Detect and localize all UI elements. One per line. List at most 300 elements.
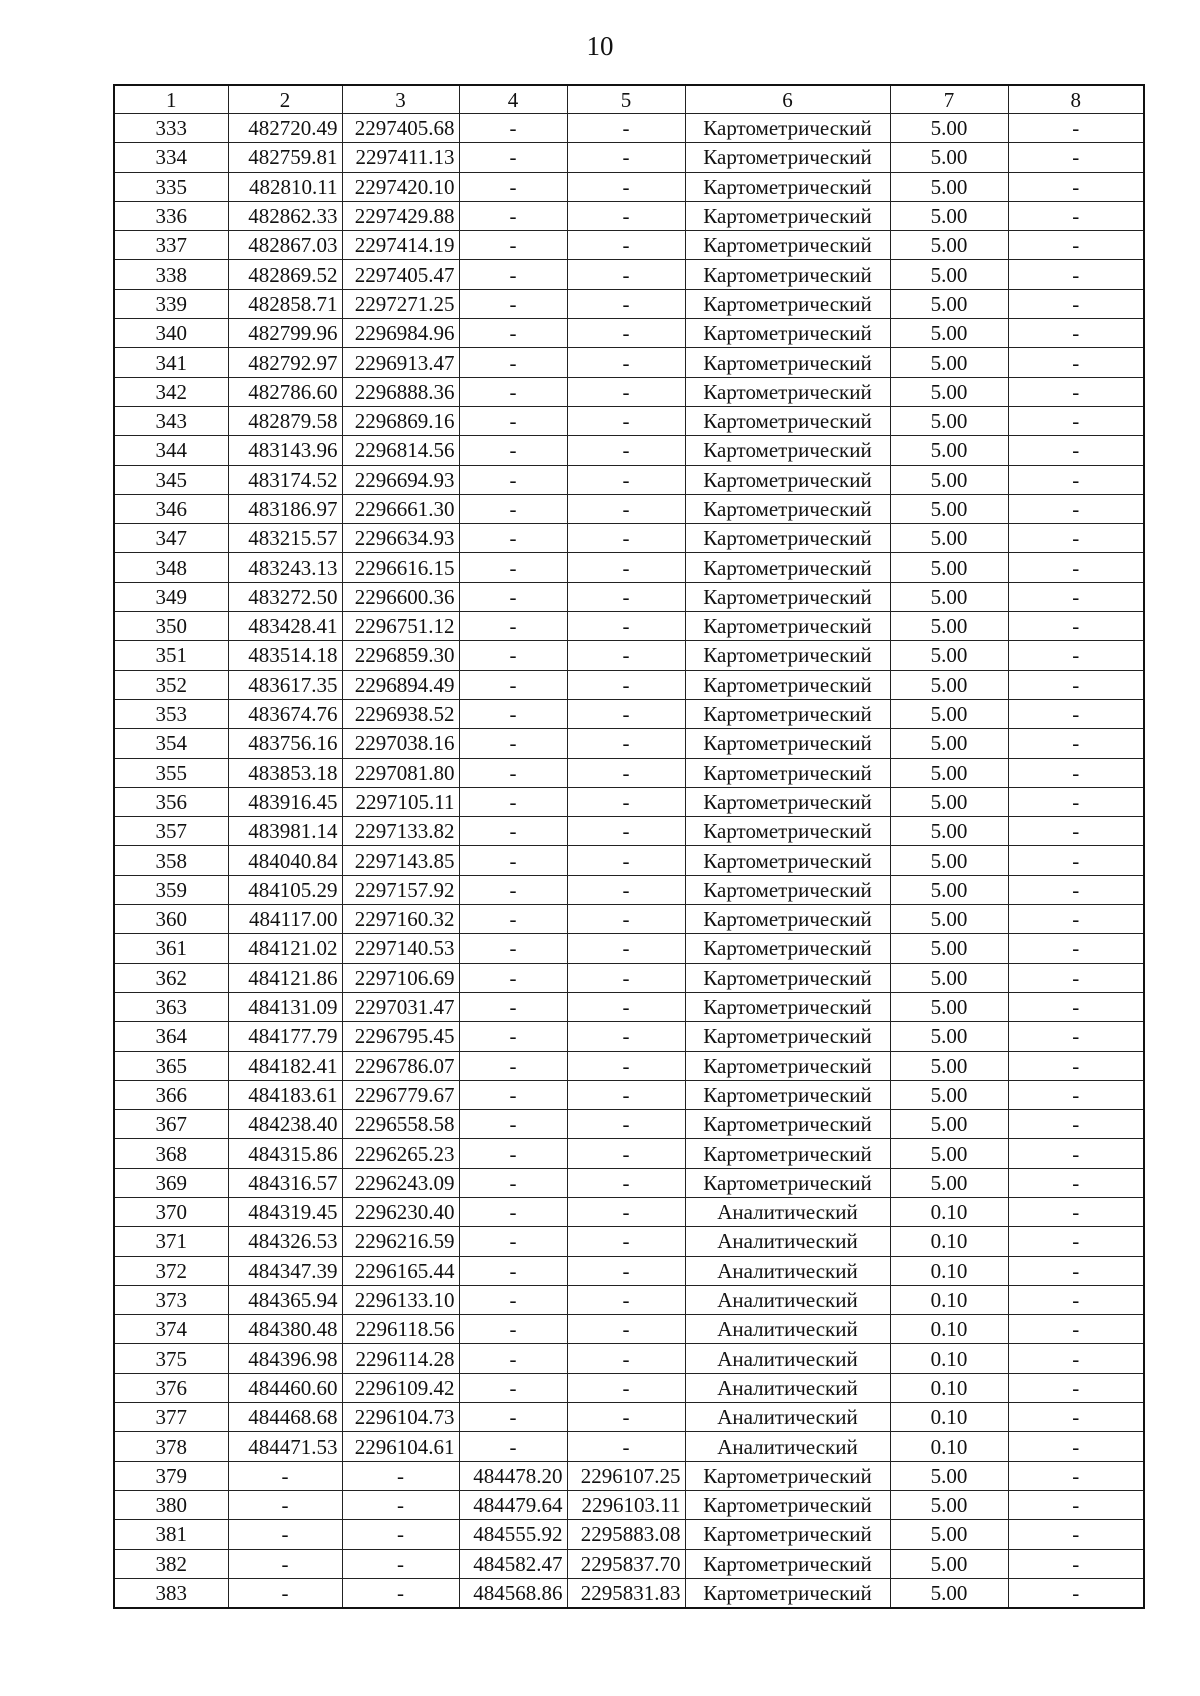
x-coordinate-cell: 484471.53: [228, 1432, 342, 1461]
accuracy-cell: 5.00: [890, 1490, 1008, 1519]
y-new-cell: -: [567, 1022, 685, 1051]
y-new-cell: -: [567, 1403, 685, 1432]
method-cell: Картометрический: [685, 729, 890, 758]
x-coordinate-cell: -: [228, 1520, 342, 1549]
accuracy-cell: 5.00: [890, 875, 1008, 904]
column-header: 6: [685, 85, 890, 114]
x-coordinate-cell: 482867.03: [228, 231, 342, 260]
table-row: [114, 1227, 1144, 1256]
y-new-cell: -: [567, 406, 685, 435]
x-new-cell: -: [459, 1373, 567, 1402]
note-cell: -: [1008, 582, 1144, 611]
y-new-cell: -: [567, 699, 685, 728]
table-row: [114, 1578, 1144, 1608]
column-header: 3: [342, 85, 459, 114]
note-cell: -: [1008, 1490, 1144, 1519]
y-coordinate-cell: 2296894.49: [342, 670, 459, 699]
y-new-cell: 2295837.70: [567, 1549, 685, 1578]
note-cell: -: [1008, 641, 1144, 670]
x-new-cell: -: [459, 231, 567, 260]
note-cell: -: [1008, 1110, 1144, 1139]
y-new-cell: -: [567, 729, 685, 758]
x-coordinate-cell: 484460.60: [228, 1373, 342, 1402]
point-number-cell: 351: [114, 641, 228, 670]
point-number-cell: 337: [114, 231, 228, 260]
x-coordinate-cell: 482799.96: [228, 319, 342, 348]
x-coordinate-cell: 483756.16: [228, 729, 342, 758]
point-number-cell: 369: [114, 1168, 228, 1197]
method-cell: Картометрический: [685, 758, 890, 787]
y-coordinate-cell: 2297414.19: [342, 231, 459, 260]
x-coordinate-cell: 482792.97: [228, 348, 342, 377]
method-cell: Картометрический: [685, 1022, 890, 1051]
method-cell: Аналитический: [685, 1227, 890, 1256]
point-number-cell: 377: [114, 1403, 228, 1432]
method-cell: Картометрический: [685, 1490, 890, 1519]
method-cell: Картометрический: [685, 465, 890, 494]
coordinates-table: [113, 84, 1145, 1609]
accuracy-cell: 5.00: [890, 582, 1008, 611]
accuracy-cell: 5.00: [890, 758, 1008, 787]
y-new-cell: 2296107.25: [567, 1461, 685, 1490]
y-coordinate-cell: 2296109.42: [342, 1373, 459, 1402]
note-cell: -: [1008, 934, 1144, 963]
y-coordinate-cell: 2296634.93: [342, 524, 459, 553]
accuracy-cell: 5.00: [890, 787, 1008, 816]
y-coordinate-cell: 2296795.45: [342, 1022, 459, 1051]
accuracy-cell: 0.10: [890, 1373, 1008, 1402]
table-row: [114, 1490, 1144, 1519]
note-cell: -: [1008, 143, 1144, 172]
accuracy-cell: 5.00: [890, 1110, 1008, 1139]
table-row: [114, 406, 1144, 435]
point-number-cell: 340: [114, 319, 228, 348]
y-coordinate-cell: 2296558.58: [342, 1110, 459, 1139]
y-new-cell: -: [567, 494, 685, 523]
table-row: [114, 289, 1144, 318]
note-cell: -: [1008, 289, 1144, 318]
point-number-cell: 380: [114, 1490, 228, 1519]
y-coordinate-cell: 2296243.09: [342, 1168, 459, 1197]
table-row: [114, 436, 1144, 465]
method-cell: Картометрический: [685, 231, 890, 260]
method-cell: Картометрический: [685, 319, 890, 348]
point-number-cell: 346: [114, 494, 228, 523]
y-coordinate-cell: 2297140.53: [342, 934, 459, 963]
x-new-cell: -: [459, 1403, 567, 1432]
method-cell: Картометрический: [685, 582, 890, 611]
y-new-cell: -: [567, 436, 685, 465]
table-row: [114, 231, 1144, 260]
note-cell: -: [1008, 494, 1144, 523]
column-header: 5: [567, 85, 685, 114]
table-row: [114, 934, 1144, 963]
method-cell: Картометрический: [685, 201, 890, 230]
x-coordinate-cell: -: [228, 1461, 342, 1490]
x-coordinate-cell: 484040.84: [228, 846, 342, 875]
table-row: [114, 787, 1144, 816]
note-cell: -: [1008, 1461, 1144, 1490]
note-cell: -: [1008, 465, 1144, 494]
point-number-cell: 379: [114, 1461, 228, 1490]
y-coordinate-cell: 2296938.52: [342, 699, 459, 728]
table-row: [114, 494, 1144, 523]
x-coordinate-cell: 484319.45: [228, 1197, 342, 1226]
point-number-cell: 333: [114, 114, 228, 143]
note-cell: -: [1008, 436, 1144, 465]
method-cell: Картометрический: [685, 699, 890, 728]
y-new-cell: -: [567, 524, 685, 553]
x-coordinate-cell: 484365.94: [228, 1285, 342, 1314]
y-new-cell: -: [567, 1373, 685, 1402]
y-new-cell: -: [567, 143, 685, 172]
x-new-cell: -: [459, 114, 567, 143]
point-number-cell: 360: [114, 905, 228, 934]
point-number-cell: 343: [114, 406, 228, 435]
table-row: [114, 612, 1144, 641]
point-number-cell: 367: [114, 1110, 228, 1139]
accuracy-cell: 0.10: [890, 1403, 1008, 1432]
point-number-cell: 370: [114, 1197, 228, 1226]
note-cell: -: [1008, 729, 1144, 758]
y-coordinate-cell: 2297105.11: [342, 787, 459, 816]
table-row: [114, 172, 1144, 201]
method-cell: Картометрический: [685, 289, 890, 318]
y-coordinate-cell: 2296913.47: [342, 348, 459, 377]
note-cell: -: [1008, 1373, 1144, 1402]
x-new-cell: -: [459, 875, 567, 904]
table-row: [114, 992, 1144, 1021]
x-new-cell: -: [459, 934, 567, 963]
x-coordinate-cell: 484316.57: [228, 1168, 342, 1197]
point-number-cell: 371: [114, 1227, 228, 1256]
table-body: [114, 114, 1144, 1609]
method-cell: Картометрический: [685, 787, 890, 816]
y-coordinate-cell: 2296104.61: [342, 1432, 459, 1461]
note-cell: -: [1008, 963, 1144, 992]
y-coordinate-cell: 2297081.80: [342, 758, 459, 787]
x-new-cell: -: [459, 319, 567, 348]
x-new-cell: -: [459, 729, 567, 758]
y-coordinate-cell: 2297160.32: [342, 905, 459, 934]
method-cell: Картометрический: [685, 963, 890, 992]
y-coordinate-cell: -: [342, 1549, 459, 1578]
y-new-cell: -: [567, 758, 685, 787]
note-cell: -: [1008, 319, 1144, 348]
x-new-cell: -: [459, 963, 567, 992]
note-cell: -: [1008, 670, 1144, 699]
page-number: 10: [586, 31, 614, 61]
x-new-cell: -: [459, 817, 567, 846]
point-number-cell: 372: [114, 1256, 228, 1285]
accuracy-cell: 0.10: [890, 1344, 1008, 1373]
x-coordinate-cell: 482858.71: [228, 289, 342, 318]
y-coordinate-cell: 2296888.36: [342, 377, 459, 406]
point-number-cell: 381: [114, 1520, 228, 1549]
y-coordinate-cell: -: [342, 1578, 459, 1608]
accuracy-cell: 5.00: [890, 817, 1008, 846]
point-number-cell: 361: [114, 934, 228, 963]
method-cell: Аналитический: [685, 1285, 890, 1314]
y-new-cell: -: [567, 905, 685, 934]
method-cell: Картометрический: [685, 348, 890, 377]
table-row: [114, 1022, 1144, 1051]
y-coordinate-cell: 2297157.92: [342, 875, 459, 904]
note-cell: -: [1008, 231, 1144, 260]
column-header: 1: [114, 85, 228, 114]
x-new-cell: -: [459, 612, 567, 641]
accuracy-cell: 5.00: [890, 436, 1008, 465]
accuracy-cell: 5.00: [890, 201, 1008, 230]
y-coordinate-cell: 2297411.13: [342, 143, 459, 172]
x-coordinate-cell: -: [228, 1578, 342, 1608]
note-cell: -: [1008, 1403, 1144, 1432]
y-new-cell: -: [567, 1344, 685, 1373]
y-coordinate-cell: 2297405.68: [342, 114, 459, 143]
y-new-cell: -: [567, 377, 685, 406]
accuracy-cell: 5.00: [890, 524, 1008, 553]
table-row: [114, 1373, 1144, 1402]
x-new-cell: -: [459, 787, 567, 816]
x-coordinate-cell: -: [228, 1549, 342, 1578]
table-row: [114, 1285, 1144, 1314]
point-number-cell: 355: [114, 758, 228, 787]
point-number-cell: 344: [114, 436, 228, 465]
accuracy-cell: 5.00: [890, 172, 1008, 201]
note-cell: -: [1008, 1051, 1144, 1080]
table-row: [114, 1197, 1144, 1226]
table-row: [114, 1344, 1144, 1373]
y-new-cell: -: [567, 319, 685, 348]
table-row: [114, 319, 1144, 348]
note-cell: -: [1008, 1168, 1144, 1197]
method-cell: Картометрический: [685, 817, 890, 846]
point-number-cell: 353: [114, 699, 228, 728]
method-cell: Картометрический: [685, 934, 890, 963]
x-new-cell: -: [459, 1315, 567, 1344]
note-cell: -: [1008, 992, 1144, 1021]
note-cell: -: [1008, 612, 1144, 641]
method-cell: Аналитический: [685, 1197, 890, 1226]
accuracy-cell: 0.10: [890, 1315, 1008, 1344]
method-cell: Картометрический: [685, 494, 890, 523]
x-coordinate-cell: 484315.86: [228, 1139, 342, 1168]
accuracy-cell: 5.00: [890, 963, 1008, 992]
y-new-cell: -: [567, 1110, 685, 1139]
y-coordinate-cell: 2296216.59: [342, 1227, 459, 1256]
x-new-cell: -: [459, 1080, 567, 1109]
y-coordinate-cell: 2296786.07: [342, 1051, 459, 1080]
point-number-cell: 374: [114, 1315, 228, 1344]
accuracy-cell: 5.00: [890, 348, 1008, 377]
accuracy-cell: 5.00: [890, 260, 1008, 289]
x-new-cell: -: [459, 992, 567, 1021]
x-new-cell: -: [459, 553, 567, 582]
y-coordinate-cell: -: [342, 1520, 459, 1549]
x-coordinate-cell: 483981.14: [228, 817, 342, 846]
accuracy-cell: 5.00: [890, 377, 1008, 406]
header-row: [114, 85, 1144, 114]
table-row: [114, 1549, 1144, 1578]
accuracy-cell: 5.00: [890, 641, 1008, 670]
x-new-cell: -: [459, 260, 567, 289]
y-new-cell: -: [567, 846, 685, 875]
x-new-cell: -: [459, 1344, 567, 1373]
note-cell: -: [1008, 905, 1144, 934]
y-coordinate-cell: 2297420.10: [342, 172, 459, 201]
y-coordinate-cell: 2297405.47: [342, 260, 459, 289]
table-row: [114, 817, 1144, 846]
x-new-cell: -: [459, 377, 567, 406]
table-row: [114, 465, 1144, 494]
table-row: [114, 758, 1144, 787]
table-row: [114, 1110, 1144, 1139]
method-cell: Картометрический: [685, 553, 890, 582]
table-row: [114, 553, 1144, 582]
table-row: [114, 114, 1144, 143]
point-number-cell: 338: [114, 260, 228, 289]
point-number-cell: 345: [114, 465, 228, 494]
note-cell: -: [1008, 114, 1144, 143]
y-new-cell: -: [567, 1315, 685, 1344]
method-cell: Картометрический: [685, 670, 890, 699]
point-number-cell: 375: [114, 1344, 228, 1373]
method-cell: Аналитический: [685, 1344, 890, 1373]
accuracy-cell: 5.00: [890, 1520, 1008, 1549]
y-new-cell: 2296103.11: [567, 1490, 685, 1519]
x-new-cell: -: [459, 699, 567, 728]
x-coordinate-cell: 484182.41: [228, 1051, 342, 1080]
x-coordinate-cell: 483853.18: [228, 758, 342, 787]
x-new-cell: -: [459, 641, 567, 670]
point-number-cell: 364: [114, 1022, 228, 1051]
y-new-cell: -: [567, 787, 685, 816]
point-number-cell: 335: [114, 172, 228, 201]
x-new-cell: -: [459, 582, 567, 611]
method-cell: Картометрический: [685, 1110, 890, 1139]
table-row: [114, 699, 1144, 728]
method-cell: Картометрический: [685, 1139, 890, 1168]
point-number-cell: 336: [114, 201, 228, 230]
x-new-cell: -: [459, 436, 567, 465]
x-coordinate-cell: 483186.97: [228, 494, 342, 523]
x-coordinate-cell: 484326.53: [228, 1227, 342, 1256]
accuracy-cell: 5.00: [890, 699, 1008, 728]
accuracy-cell: 5.00: [890, 143, 1008, 172]
x-new-cell: -: [459, 905, 567, 934]
method-cell: Картометрический: [685, 172, 890, 201]
accuracy-cell: 5.00: [890, 1139, 1008, 1168]
point-number-cell: 341: [114, 348, 228, 377]
x-coordinate-cell: 482869.52: [228, 260, 342, 289]
method-cell: Картометрический: [685, 1549, 890, 1578]
method-cell: Картометрический: [685, 1168, 890, 1197]
x-coordinate-cell: 484105.29: [228, 875, 342, 904]
point-number-cell: 334: [114, 143, 228, 172]
x-coordinate-cell: 484468.68: [228, 1403, 342, 1432]
note-cell: -: [1008, 1080, 1144, 1109]
table-row: [114, 1520, 1144, 1549]
table-row: [114, 1403, 1144, 1432]
note-cell: -: [1008, 1432, 1144, 1461]
method-cell: Картометрический: [685, 1578, 890, 1608]
x-new-cell: -: [459, 143, 567, 172]
x-new-cell: 484582.47: [459, 1549, 567, 1578]
note-cell: -: [1008, 699, 1144, 728]
x-new-cell: -: [459, 465, 567, 494]
method-cell: Картометрический: [685, 1080, 890, 1109]
y-new-cell: -: [567, 1051, 685, 1080]
x-new-cell: 484568.86: [459, 1578, 567, 1608]
x-new-cell: 484478.20: [459, 1461, 567, 1490]
method-cell: Картометрический: [685, 114, 890, 143]
x-new-cell: 484479.64: [459, 1490, 567, 1519]
table-row: [114, 143, 1144, 172]
method-cell: Аналитический: [685, 1315, 890, 1344]
x-new-cell: -: [459, 1139, 567, 1168]
x-new-cell: -: [459, 1022, 567, 1051]
note-cell: -: [1008, 1344, 1144, 1373]
y-coordinate-cell: 2296616.15: [342, 553, 459, 582]
x-coordinate-cell: 484347.39: [228, 1256, 342, 1285]
point-number-cell: 366: [114, 1080, 228, 1109]
y-coordinate-cell: 2296230.40: [342, 1197, 459, 1226]
method-cell: Картометрический: [685, 875, 890, 904]
y-new-cell: -: [567, 1285, 685, 1314]
method-cell: Картометрический: [685, 1461, 890, 1490]
y-coordinate-cell: 2296165.44: [342, 1256, 459, 1285]
y-coordinate-cell: 2297429.88: [342, 201, 459, 230]
y-new-cell: -: [567, 1168, 685, 1197]
x-coordinate-cell: 483174.52: [228, 465, 342, 494]
note-cell: -: [1008, 1139, 1144, 1168]
x-new-cell: -: [459, 846, 567, 875]
table-row: [114, 1051, 1144, 1080]
x-coordinate-cell: 483514.18: [228, 641, 342, 670]
method-cell: Картометрический: [685, 377, 890, 406]
note-cell: -: [1008, 875, 1144, 904]
x-coordinate-cell: 484117.00: [228, 905, 342, 934]
note-cell: -: [1008, 846, 1144, 875]
x-coordinate-cell: 482786.60: [228, 377, 342, 406]
x-coordinate-cell: 484121.02: [228, 934, 342, 963]
point-number-cell: 359: [114, 875, 228, 904]
accuracy-cell: 0.10: [890, 1256, 1008, 1285]
point-number-cell: 339: [114, 289, 228, 318]
y-coordinate-cell: 2296114.28: [342, 1344, 459, 1373]
y-coordinate-cell: 2296661.30: [342, 494, 459, 523]
x-new-cell: -: [459, 758, 567, 787]
column-header: 4: [459, 85, 567, 114]
y-coordinate-cell: 2296104.73: [342, 1403, 459, 1432]
y-new-cell: 2295831.83: [567, 1578, 685, 1608]
y-new-cell: -: [567, 348, 685, 377]
y-new-cell: -: [567, 934, 685, 963]
y-new-cell: -: [567, 201, 685, 230]
table-row: [114, 729, 1144, 758]
x-new-cell: -: [459, 289, 567, 318]
x-coordinate-cell: 484177.79: [228, 1022, 342, 1051]
table-row: [114, 1461, 1144, 1490]
table-row: [114, 963, 1144, 992]
point-number-cell: 382: [114, 1549, 228, 1578]
point-number-cell: 383: [114, 1578, 228, 1608]
accuracy-cell: 5.00: [890, 846, 1008, 875]
x-new-cell: -: [459, 670, 567, 699]
note-cell: -: [1008, 553, 1144, 582]
accuracy-cell: 5.00: [890, 1051, 1008, 1080]
table-row: [114, 201, 1144, 230]
